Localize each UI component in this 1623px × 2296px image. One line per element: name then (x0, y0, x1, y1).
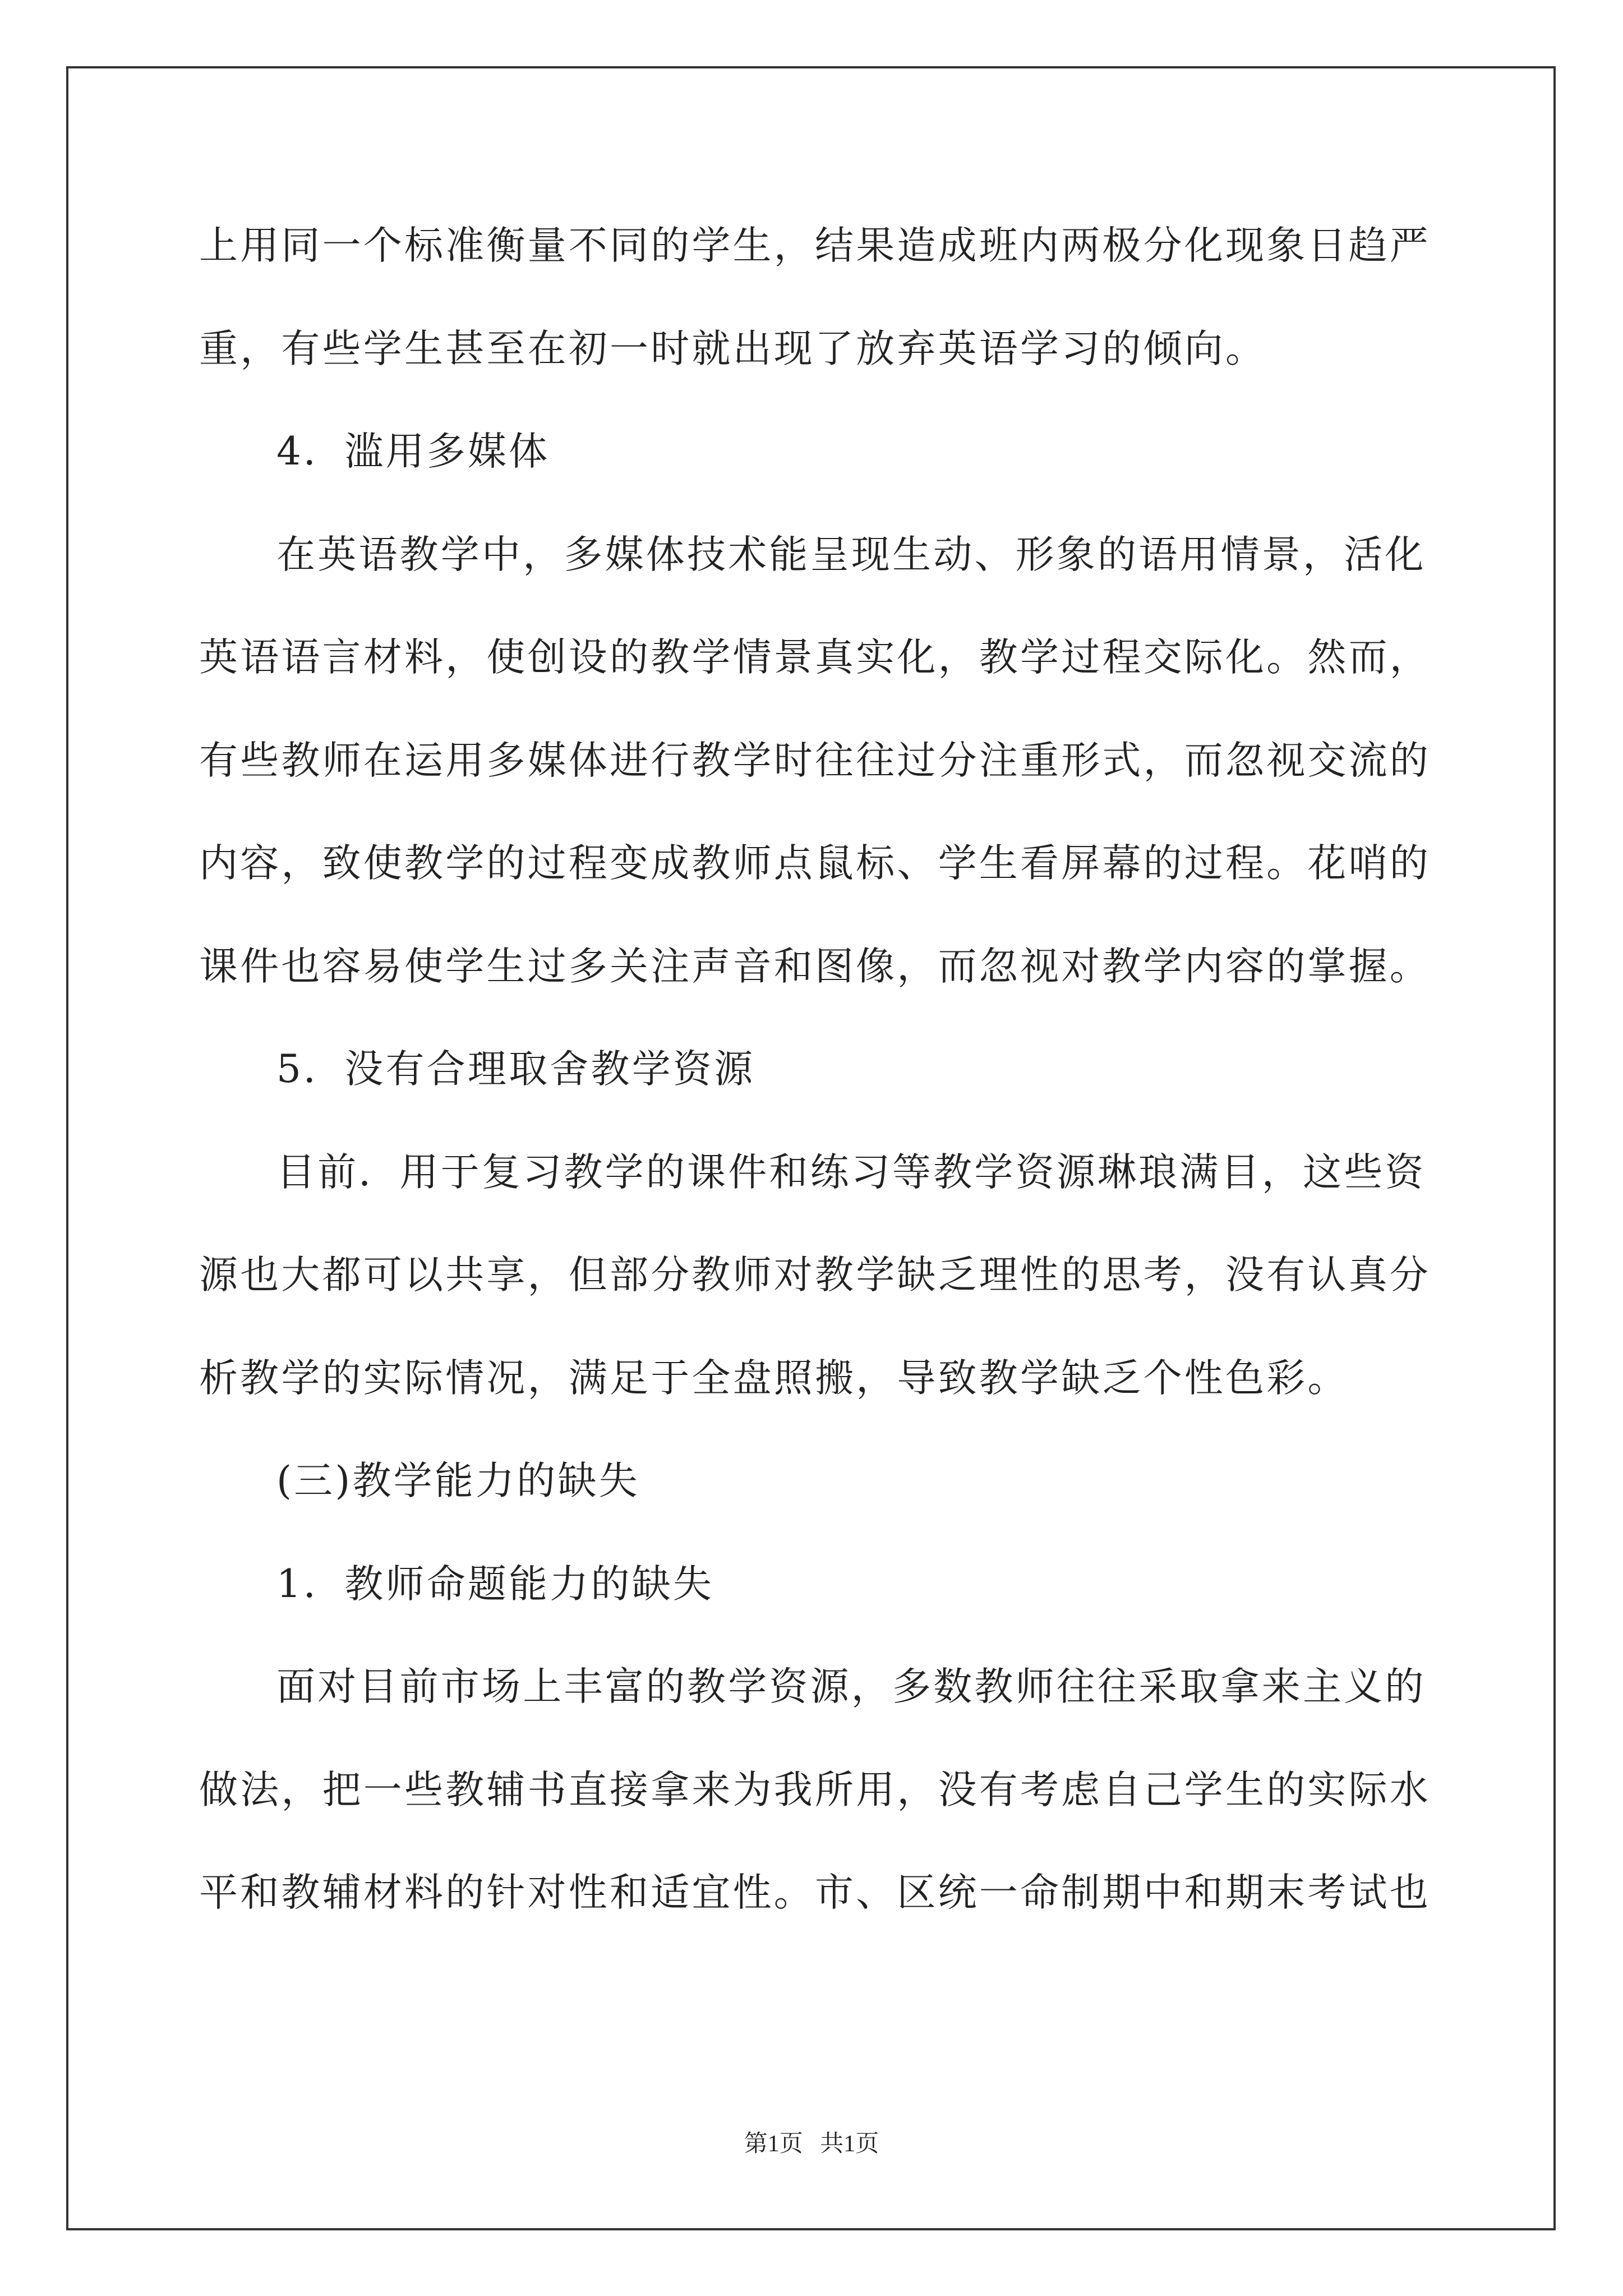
text-line: 课件也容易使学生过多关注声音和图像，而忽视对教学内容的掌握。 (199, 944, 1431, 989)
text-line: 内容，致使教学的过程变成教师点鼠标、学生看屏幕的过程。花哨的 (199, 841, 1431, 886)
text-line: 英语语言材料，使创设的教学情景真实化，教学过程交际化。然而， (199, 635, 1431, 680)
section-heading: 1．教师命题能力的缺失 (276, 1562, 714, 1607)
section-heading: 5．没有合理取舍教学资源 (276, 1047, 755, 1092)
text-line: 源也大都可以共享，但部分教师对教学缺乏理性的思考，没有认真分 (199, 1253, 1431, 1297)
text-line: 面对目前市场上丰富的教学资源，多数教师往往采取拿来主义的 (276, 1664, 1426, 1709)
text-line: 平和教辅材料的针对性和适宜性。市、区统一命制期中和期末考试也 (199, 1870, 1431, 1915)
page-number: 第1页 (744, 2131, 803, 2157)
page-footer (0, 2127, 1623, 2161)
section-heading: 4．滥用多媒体 (276, 429, 550, 474)
text-line: 上用同一个标准衡量不同的学生，结果造成班内两极分化现象日趋严 (199, 223, 1431, 268)
section-heading: (三)教学能力的缺失 (276, 1458, 640, 1503)
text-line: 目前．用于复习教学的课件和练习等教学资源琳琅满目，这些资 (276, 1150, 1426, 1195)
text-line: 重，有些学生甚至在初一时就出现了放弃英语学习的倾向。 (199, 326, 1267, 371)
text-line: 析教学的实际情况，满足于全盘照搬，导致教学缺乏个性色彩。 (199, 1356, 1349, 1401)
text-line: 有些教师在运用多媒体进行教学时往往过分注重形式，而忽视交流的 (199, 738, 1431, 783)
text-line: 做法，把一些教辅书直接拿来为我所用，没有考虑自己学生的实际水 (199, 1768, 1431, 1812)
text-line: 在英语教学中，多媒体技术能呈现生动、形象的语用情景，活化 (276, 532, 1426, 577)
page-total: 共1页 (820, 2131, 879, 2157)
